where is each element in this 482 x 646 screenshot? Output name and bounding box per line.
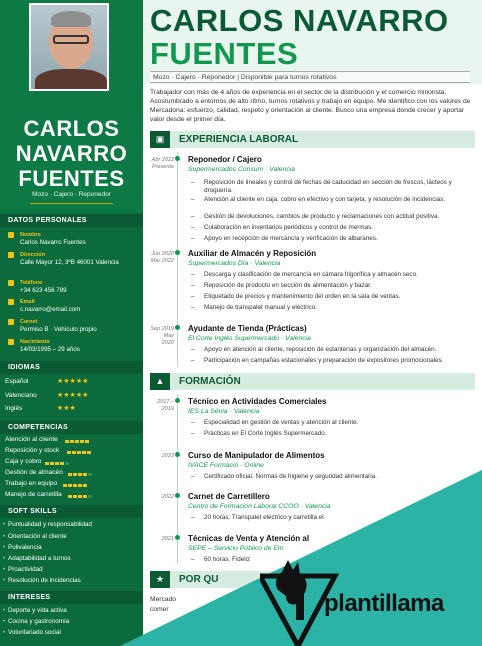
divider [30, 203, 113, 204]
subtitle: Mozo · Cajero · Reponedor | Disponible para turnos rotativos [150, 71, 470, 83]
entry-company: Centro de Formación Laboral CCOO · Valencia [188, 503, 331, 510]
why-text: comer [150, 606, 169, 613]
personal-data-heading: DATOS PERSONALES [0, 214, 143, 227]
timeline-dot [175, 398, 180, 403]
name-line: FUENTES [150, 36, 299, 71]
level-bar [68, 471, 93, 478]
entry-bullet: – 20 horas. Transpalet eléctrico y carretilla el [204, 514, 474, 522]
calendar-icon [8, 339, 14, 345]
interest-item: • Cocina y gastronomía [8, 618, 143, 625]
personal-label: Email [20, 299, 35, 305]
entry-bullet: – Descarga y clasificación de mercancía en cámara frigorífica y almacén seco. [204, 271, 474, 279]
star-rating: ★★★★★ [57, 392, 89, 399]
entry-title: Técnico en Actividades Comerciales [188, 397, 327, 406]
personal-item [5, 231, 140, 251]
entry-title: Reponedor / Cajero [188, 155, 262, 164]
email-icon [8, 299, 14, 305]
language-item [5, 378, 140, 388]
level-segment [78, 473, 82, 476]
competency-item [5, 436, 140, 446]
timeline-dot [175, 535, 180, 540]
name-line: CARLOS NAVARRO [150, 3, 449, 38]
competency-name: Gestión de almacén [5, 469, 63, 476]
entry-bullet: – Certificado oficial. Normas de higiene y seguridad alimentaria. [204, 473, 474, 481]
level-segment [68, 495, 72, 498]
personal-item [5, 298, 140, 316]
section-title: FORMACIÓN [179, 376, 241, 387]
personal-label: Teléfono [20, 280, 43, 286]
personal-value: 14/03/1995 – 29 años [20, 346, 80, 353]
competency-item [5, 491, 140, 501]
entry-bullet: – Gestión de devoluciones, cambios de producto y reclamaciones con actitud positiva. [204, 213, 474, 221]
star-rating: ★★★★★ [57, 378, 89, 385]
entry-company: Supermercados Día · Valencia [188, 260, 281, 267]
experience-section-header [150, 131, 475, 148]
entry-bullet: – Especialidad en gestión de ventas y atención al cliente. [204, 419, 474, 427]
personal-value[interactable]: c.navarro@email.com [20, 306, 81, 313]
entry-company: SEPE – Servicio Público de Em [188, 545, 284, 552]
timeline-line [177, 152, 178, 367]
soft-skill-item: • Adaptabilidad a turnos [8, 555, 143, 562]
entry-bullet: – Reposición de producto en sección de alimentación y bazar. [204, 282, 474, 290]
entry-bullet: – Apoyo en recepción de mercancía y verificación de albaranes. [204, 235, 474, 243]
personal-item [5, 251, 140, 277]
soft-skill-item: • Polivalencia [8, 544, 143, 551]
location-icon [8, 252, 14, 258]
soft-skill-item: • Proactividad [8, 566, 143, 573]
personal-value: Calle Mayor 12, 3ºB 46001 Valencia [20, 259, 119, 266]
level-bar [65, 438, 90, 445]
personal-item [5, 338, 140, 356]
entry-bullet: – Prácticas en El Corte Inglés Supermercado. [204, 430, 474, 438]
level-segment [67, 451, 71, 454]
competency-item [5, 480, 140, 490]
entry-date: 2017 – 2019 [157, 399, 174, 412]
entry-bullet: – Manejo de transpalet manual y eléctrico. [204, 304, 474, 312]
personal-label: Nacimiento [20, 339, 50, 345]
timeline-dot [175, 156, 180, 161]
entry-title: Curso de Manipulador de Alimentos [188, 451, 325, 460]
languages-heading: IDIOMAS [0, 361, 143, 374]
level-segment [68, 473, 72, 476]
level-segment [75, 440, 79, 443]
language-item [5, 392, 140, 402]
level-segment [60, 462, 64, 465]
interest-item: • Deporte y vida activa [8, 607, 143, 614]
level-segment [83, 484, 87, 487]
level-segment [73, 484, 77, 487]
briefcase-icon: ▣ [150, 131, 170, 148]
star-rating: ★★★ [57, 405, 76, 412]
personal-item [5, 279, 140, 297]
personal-value: Carlos Navarro Fuentes [20, 239, 86, 246]
competency-name: Reposición y stock [5, 447, 60, 454]
interests-heading: INTERESES [0, 591, 143, 604]
level-segment [88, 495, 92, 498]
page-title [150, 4, 449, 70]
level-segment [88, 473, 92, 476]
competency-item [5, 458, 140, 468]
level-segment [78, 484, 82, 487]
soft-skill-item: • Resolución de incidencias [8, 577, 143, 584]
soft-skill-item: • Puntualidad y responsabilidad [8, 521, 143, 528]
entry-date: 2021 [161, 536, 174, 542]
section-title: EXPERIENCIA LABORAL [179, 134, 299, 145]
entry-date: 2022 [161, 494, 174, 500]
personal-value: Permiso B · Vehículo propio [20, 326, 97, 333]
soft-skill-item: • Orientación al cliente [8, 533, 143, 540]
level-bar [45, 460, 70, 467]
entry-title: Técnicas de Venta y Atención al [188, 534, 310, 543]
sidebar-name-line: CARLOS [23, 116, 120, 141]
level-segment [63, 484, 67, 487]
sidebar-tagline: Mozo · Cajero · Reponedor [32, 191, 111, 198]
personal-label: Carnet [20, 319, 38, 325]
timeline-dot [175, 250, 180, 255]
interest-item: • Voluntariado social [8, 629, 143, 636]
level-segment [80, 440, 84, 443]
level-segment [65, 462, 69, 465]
star-icon: ★ [150, 571, 170, 588]
level-bar [68, 493, 93, 500]
section-title: POR QU [179, 574, 219, 585]
competency-name: Trabajo en equipo [5, 480, 58, 487]
user-icon [8, 232, 14, 238]
level-segment [70, 440, 74, 443]
sidebar-name [0, 116, 143, 191]
level-segment [73, 495, 77, 498]
entry-date: Abr 2022 Presente [151, 157, 174, 170]
entry-date: 2023 [161, 453, 174, 459]
profile-photo [29, 3, 109, 91]
language-name: Valenciano [5, 392, 37, 399]
entry-title: Auxiliar de Almacén y Reposición [188, 249, 317, 258]
level-segment [77, 451, 81, 454]
entry-company: IES La Sénia · Valencia [188, 408, 260, 415]
graduation-cap-icon: ▲ [150, 373, 170, 390]
soft-skills-heading: SOFT SKILLS [0, 505, 143, 518]
phone-icon [8, 280, 14, 286]
entry-title: Carnet de Carretillero [188, 492, 270, 501]
level-segment [68, 484, 72, 487]
entry-company: IVACE Formació · Online [188, 462, 264, 469]
level-segment [85, 440, 89, 443]
personal-value: +34 623 456 789 [20, 287, 67, 294]
level-segment [82, 451, 86, 454]
level-segment [78, 495, 82, 498]
competency-item [5, 469, 140, 479]
level-segment [45, 462, 49, 465]
sidebar-name-line: NAVARRO [15, 141, 128, 166]
language-item [5, 405, 140, 415]
entry-bullet: – Etiquetado de precios y mantenimiento del orden en la sala de ventas. [204, 293, 474, 301]
level-segment [83, 473, 87, 476]
logo-text: plantillama [324, 590, 444, 617]
entry-bullet: – Colaboración en inventarios periódicos y control de mermas. [204, 224, 474, 232]
personal-label: Nombre [20, 232, 41, 238]
entry-bullet: – Apoyo en atención al cliente, reposición de estanterías y organización del almacén. [204, 346, 474, 354]
profile-summary: Trabajador con más de 4 años de experiencia en el sector de la distribución y el comercio minorista. Acostumbrado a entornos de alto ritmo, turnos rotativos y trabajo en equipo. Me identifico con los valores de Mercadona: esfuerzo, calidad, respeto y orientación al cliente. Busco una empresa donde crecer y aportar valor desde el primer día. [150, 89, 471, 123]
timeline-dot [175, 493, 180, 498]
timeline-dot [175, 452, 180, 457]
car-icon [8, 319, 14, 325]
level-bar [67, 449, 92, 456]
entry-bullet: – Atención al cliente en caja, cobro en efectivo y con tarjeta, y resolución de incidencias. [204, 196, 474, 204]
sidebar [0, 0, 143, 646]
competency-name: Manejo de carretilla [5, 491, 62, 498]
level-bar [63, 482, 88, 489]
timeline-dot [175, 325, 180, 330]
level-segment [55, 462, 59, 465]
why-text: Mercado [150, 596, 177, 603]
level-segment [83, 495, 87, 498]
language-name: Inglés [5, 405, 23, 412]
personal-label: Dirección [20, 252, 46, 258]
competencies-heading: COMPETENCIAS [0, 421, 143, 434]
level-segment [87, 451, 91, 454]
competency-item [5, 447, 140, 457]
sidebar-name-line: FUENTES [18, 166, 125, 191]
entry-company: El Corte Inglés Supermercado · Valencia [188, 335, 311, 342]
entry-date: Sep 2019 May 2020 [150, 326, 174, 346]
personal-item [5, 318, 140, 336]
entry-date: Jun 2020 Mar 2022 [150, 251, 174, 264]
language-name: Español [5, 378, 29, 385]
competency-name: Atención al cliente [5, 436, 58, 443]
entry-bullet: – Participación en campañas estacionales y preparación de expositores promocionales. [204, 357, 474, 365]
entry-title: Ayudante de Tienda (Prácticas) [188, 324, 307, 333]
entry-company: Supermercados Consum · Valencia [188, 166, 296, 173]
level-segment [73, 473, 77, 476]
education-section-header [150, 373, 475, 390]
level-segment [72, 451, 76, 454]
level-segment [65, 440, 69, 443]
entry-bullet: – Reposición de lineales y control de fechas de caducidad en sección de frescos, lácteos y droguería. [204, 179, 474, 195]
competency-name: Caja y cobro [5, 458, 42, 465]
entry-bullet: – 60 horas. Fideliz [204, 556, 474, 564]
level-segment [50, 462, 54, 465]
